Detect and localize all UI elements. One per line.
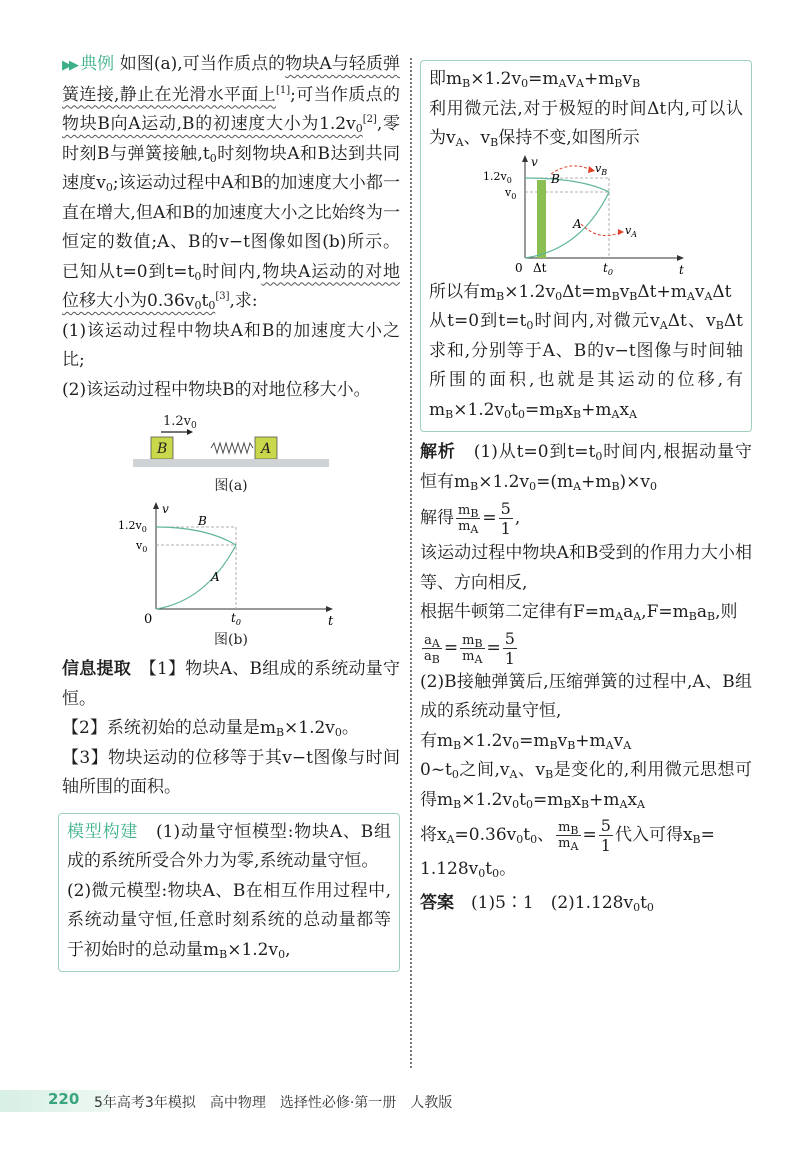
svg-text:vA: $v_A$ (625, 223, 637, 239)
answer-label: 答案 (420, 892, 454, 913)
fig-b-tick-t0: t (231, 611, 236, 625)
fig-c-label-a: A (573, 216, 582, 231)
ground (133, 459, 329, 467)
analysis-1: 解析 (1)从t=0到$t=t_0$时间内,根据动量守恒有$m_B\times 1.2v_0=(m_A+m_B)\times v_0$ (420, 442, 753, 493)
figure-b (116, 501, 346, 627)
answer: 答案 (1)5∶1 $(2)1.128v_0t_0$ (420, 892, 654, 914)
ref-1: [1] (275, 84, 291, 96)
curve-a (156, 545, 236, 609)
figure-c (481, 154, 691, 278)
svg-text:t0: $t_0$ (603, 260, 613, 277)
info-2-para: 【2】系统初始的总动量是$m_B\times 1.2v_0$。 (62, 718, 359, 739)
model-label: 模型构建 (67, 821, 139, 842)
micro-element-strip (537, 180, 546, 258)
svg-text:1.2v0: $1.2v_0$ (118, 519, 147, 534)
example-text-2: ;可当作质点的 (290, 84, 400, 105)
fig-c-origin: 0 (515, 260, 523, 275)
model-1: (1)动量守恒模型:物块A、B组成的系统所受合外力为零,系统动量守恒。 (67, 821, 392, 871)
analysis-7: $0\sim t_0$之间$,v_A$、$v_B$是变化的,利用微元思想可得$m_B\times 1.2v_0t_0=m_Bx_B+m_Ax_A$ (420, 760, 753, 811)
svg-text:1.2v0: $1.2v_0$ (483, 169, 512, 185)
analysis-4: 根据牛顿第二定律有$F=m_Aa_A,F=m_Ba_B$,则 (420, 602, 738, 623)
fig-b-caption: 图(b) (214, 632, 248, 648)
example-text-7: ,求: (229, 291, 258, 311)
fig-c-y-axis: v (531, 154, 538, 169)
answer-text: (1)5∶1 (2)1.128v (471, 892, 634, 913)
double-arrow-icon: ▶▶ (62, 58, 76, 73)
svg-text:vB: $v_B$ (595, 161, 608, 177)
example-label: 典例 (80, 54, 115, 74)
analysis-9: $1.128v_0t_0$。 (420, 859, 517, 880)
fig-b-x-axis: t (328, 614, 334, 627)
page-footer (0, 1082, 800, 1120)
model-r3: 所以有$m_B\times 1.2v_0\Delta t=m_Bv_B\Delta t+m_Av_A\Delta t$ (429, 281, 732, 303)
model-box-continued (420, 60, 752, 432)
info-2: 【2】系统初始的总动量是m (62, 718, 276, 738)
example-text-6: 时间内, (201, 261, 262, 282)
example-paragraph: ▶▶ 典例 如图(a),可当作质点的物块A与轻质弹簧连接,静止在光滑水平面上[1];可当作质点的物块B向A运动,B的初速度大小为$1.2v_0[2]$,零时刻B与弹簧接触$,t_0$时刻物块A和B达到共同速度$v_0$;该运动过程中A和B的加速度大小都一直在增大,但A和B的加速度大小之比始终为一恒定的数值;A、B的v−t图像如图(b)所示。已知从t=0到$t=t_0$时间内,物块A运动的对地位移大小为$0.36v_0t_0[3]$,求: (62, 50, 400, 317)
svg-text:v0: $v_0$ (136, 539, 148, 554)
model-r4: 从t=0到$t=t_0$时间内,对微元$v_A\Delta t$、$v_B\Delta t$求和,分别等于A、B的v−t图像与时间轴所围的面积,也就是其运动的位移,有$m_B\times 1.2v_0t_0=m_Bx_B+m_Ax_A$ (429, 311, 743, 421)
fig-a-caption: 图(a) (214, 478, 248, 494)
fig-c-tick-v0: v (505, 185, 512, 199)
fig-c-x-axis: t (679, 262, 684, 277)
svg-text:t0: $t_0$ (231, 611, 241, 627)
model-box (58, 813, 400, 973)
model-2: (2)微元模型:物块A、B在相互作用过程中,系统动量守恒,任意时刻系统的总动量都等于初始时的总动量m (67, 880, 391, 960)
example-text-5: ;该运动过程中A和B的加速度大小都一直在增大,但A和B的加速度大小之比始终为一恒定的数值;A、B的v−t图像如图(b)所示。已知从t=0到t=t (62, 173, 401, 282)
info-3: 【3】物块运动的位移等于其v−t图像与时间轴所围的面积。 (62, 747, 400, 797)
fig-c-tick-dt: Δt (533, 260, 547, 275)
analysis-3: 该运动过程中物块A和B受到的作用力大小相等、方向相反, (420, 543, 752, 593)
model-1-para (67, 818, 391, 877)
fig-b-tick-12v0: 1.2v (118, 519, 142, 532)
analysis-label: 解析 (420, 442, 456, 462)
fig-b-label-b: B (198, 514, 207, 528)
block-a-label: A (261, 441, 272, 457)
fig-c-label-vb: v (595, 161, 602, 175)
fig-c-label-va: v (625, 223, 632, 237)
analysis-6: 有$m_B\times 1.2v_0=m_Bv_B+m_Av_A$ (420, 730, 632, 752)
example-text-1: 如图(a),可当作质点的 (119, 54, 286, 74)
fig-a-velocity: 1.2v (163, 414, 192, 429)
analysis-8: 将$x_A=0.36v_0t_0$、 $\frac{m_B}{m_A}$ = $\frac{5}{1}$ 代入可得$x_B=$ (420, 816, 715, 855)
info-1: 【1】物块A、B组成的系统动量守恒。 (62, 659, 400, 709)
figure-a (131, 411, 331, 473)
fig-c-tick-t0: t (603, 260, 608, 275)
underlined-text-1: 物块A与轻质弹簧连接,静止在光滑水平面上 (62, 54, 401, 105)
footer-text: 5年高考3年模拟 高中物理 选择性必修·第一册 人教版 (94, 1095, 453, 1111)
block-b-label: B (157, 441, 168, 457)
fig-b-tick-v0: v (136, 539, 143, 552)
right-column (420, 50, 752, 918)
info-1-para (62, 655, 400, 714)
analysis-5: (2)B接触弹簧后,压缩弹簧的过程中,A、B组成的系统动量守恒, (420, 671, 752, 721)
curve-b (156, 527, 236, 545)
column-divider (410, 58, 412, 1068)
analysis-ratio: $\frac{a_A}{a_B}$ = $\frac{m_B}{m_A}$ = $\frac{5}{1}$ (424, 628, 515, 668)
example-text-4: 时刻物块A和B达到共同速度v (62, 143, 400, 193)
spring (211, 443, 253, 453)
ref-3: [3] (215, 291, 230, 302)
page-number: 220 (48, 1090, 80, 1108)
underlined-text-2: 物块B向A运动,B的初速度大小为1.2v (62, 114, 356, 134)
left-column (62, 50, 400, 972)
question-1: (1)该运动过程中物块A和B的加速度大小之比; (62, 320, 400, 370)
fig-c-tick-12v0: 1.2v (483, 169, 507, 183)
example-text-3: ,零时刻B与弹簧接触,t (62, 114, 401, 164)
info-label: 信息提取 (62, 659, 131, 679)
ref-2: [2] (362, 114, 377, 125)
fig-c-label-b: B (551, 171, 560, 186)
fig-b-origin: 0 (144, 612, 153, 627)
underlined-text-3: 物块A运动的对地位移大小为0.36v (62, 261, 400, 311)
model-r1: 即$m_B\times 1.2v_0=m_Av_A+m_Bv_B$ (429, 69, 641, 90)
model-r2: 利用微元法,对于极短的时间Δt内,可以认为$v_A$、$v_B$保持不变,如图所示 (429, 98, 743, 149)
svg-text:1.2v0: $1.2v_0$ (163, 414, 197, 431)
model-2-para: (2)微元模型:物块A、B在相互作用过程中,系统动量守恒,任意时刻系统的总动量都等于初始时的总动量$m_B\times 1.2v_0$, (67, 880, 391, 961)
fig-b-y-axis: v (162, 502, 169, 516)
fig-b-label-a: A (211, 570, 220, 584)
analysis-2: 解得 $\frac{m_B}{m_A}$ = $\frac{5}{1}$ , (420, 499, 521, 538)
svg-text:v0: $v_0$ (505, 185, 517, 201)
question-2: (2)该运动过程中物块B的对地位移大小。 (62, 379, 371, 400)
